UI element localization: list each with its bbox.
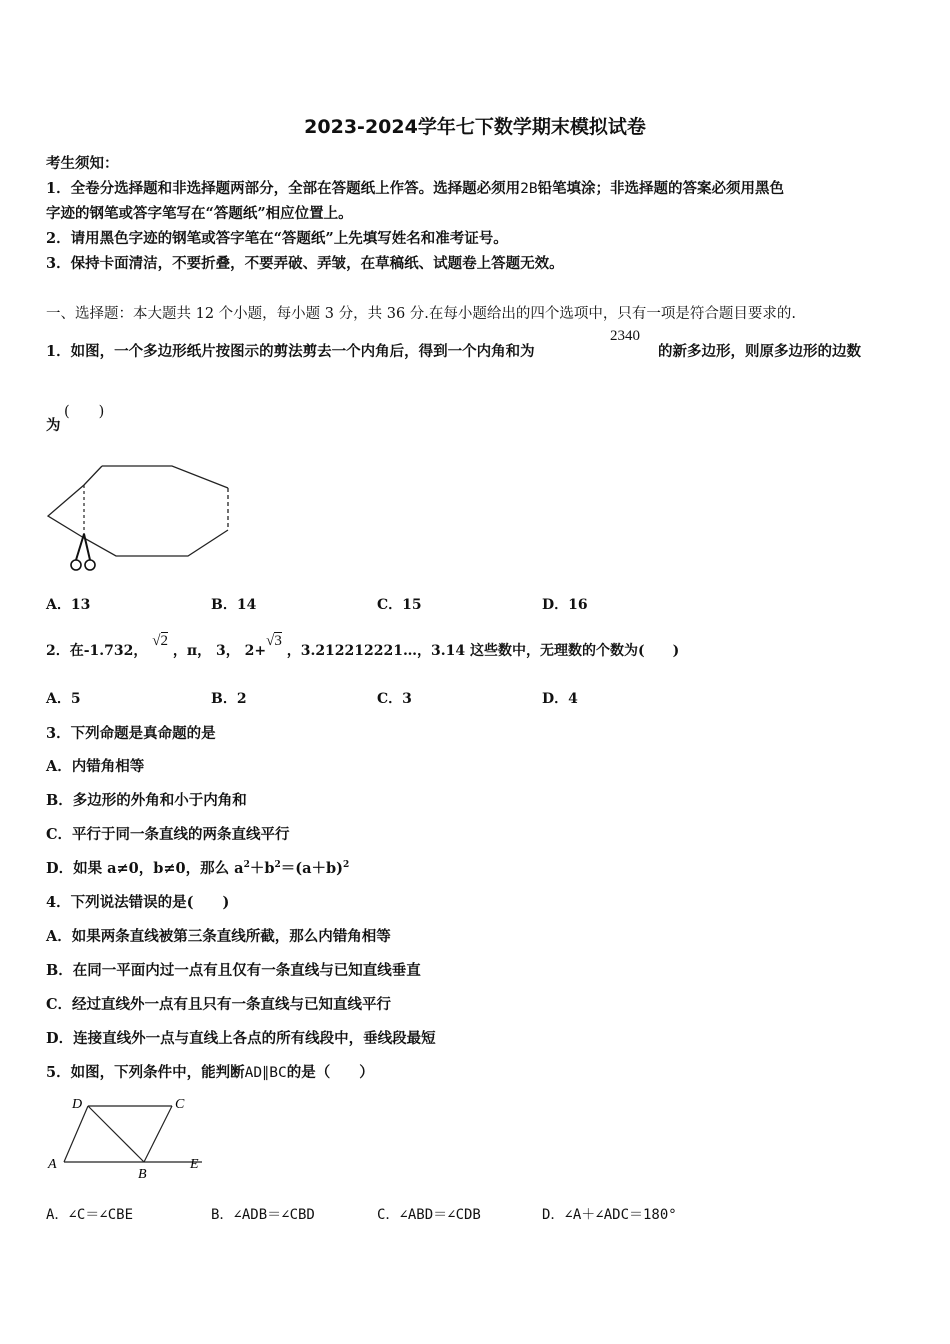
q1-option-c: C．15	[377, 597, 422, 613]
q5-figure	[44, 1092, 214, 1182]
polygon-top-edge	[102, 466, 228, 488]
section-heading: 一、选择题：本大题共 12 个小题，每小题 3 分，共 36 分.在每小题给出的四个选项中，只有一项是符合题目要求的.	[46, 306, 796, 322]
q5-stem-a: 5．如图，下列条件中，能判断	[46, 1064, 245, 1081]
q4-stem: 4．下列说法错误的是( )	[46, 894, 230, 911]
notice-heading: 考生须知：	[46, 155, 119, 172]
q2-text-a: 2．在-1.732，	[46, 643, 148, 659]
q1-option-b: B．14	[211, 597, 257, 613]
q5-option-d: D．∠A＋∠ADC＝180°	[542, 1207, 677, 1223]
q2-option-c: C．3	[377, 691, 412, 707]
q2-option-d: D．4	[542, 691, 578, 707]
q4-option-a: A．如果两条直线被第三条直线所截，那么内错角相等	[46, 928, 391, 945]
q5-stem-b: AD∥BC	[244, 1065, 287, 1081]
q3-exp-3: 2	[343, 860, 350, 871]
line-DB	[88, 1106, 144, 1162]
q1-figure	[40, 458, 240, 578]
q5-option-a: A．∠C＝∠CBE	[46, 1207, 134, 1223]
q5-option-c: C．∠ABD＝∠CDB	[377, 1207, 481, 1223]
q3-exp-2: 2	[274, 860, 281, 871]
q2-option-b: B．2	[211, 691, 247, 707]
label-E: E	[190, 1157, 199, 1172]
line-AD	[64, 1106, 88, 1162]
label-A: A	[48, 1157, 57, 1172]
q1-value: 2340	[610, 328, 640, 344]
notice-line-2: 2．请用黑色字迹的钢笔或答字笔在“答题纸”上先填写姓名和准考证号。	[46, 230, 508, 247]
q3-option-a: A．内错角相等	[46, 758, 145, 775]
q5-stem-c: 的是（ ）	[286, 1064, 374, 1081]
q3-exp-1: 2	[243, 860, 250, 871]
label-B: B	[138, 1167, 147, 1182]
q2-sqrt3-value: 3	[274, 633, 282, 649]
q1-paren: ( )	[64, 404, 105, 420]
q3-optD-c: ＝(a＋b)	[280, 860, 344, 877]
q2-text-b: ，3.212212221…，3.14 这些数中，无理数的个数为( )	[286, 643, 680, 659]
q2-option-a: A．5	[46, 691, 81, 707]
notice-line-1a: 1．全卷分选择题和非选择题两部分，全部在答题纸上作答。选择题必须用	[46, 180, 521, 197]
q3-optD-a: D．如果 a≠0，b≠0，那么 a	[46, 860, 244, 877]
q3-stem: 3．下列命题是真命题的是	[46, 725, 216, 742]
q1-option-d: D．16	[542, 597, 588, 613]
q3-optD-b: ＋b	[249, 860, 275, 877]
q4-option-d: D．连接直线外一点与直线上各点的所有线段中，垂线段最短	[46, 1030, 436, 1047]
q2-sqrt2-value: 2	[160, 633, 168, 649]
q1-text-a: 1．如图，一个多边形纸片按图示的剪法剪去一个内角后，得到一个内角和为	[46, 343, 535, 360]
q1-text-c: 为	[46, 417, 61, 434]
polygon-edges	[48, 466, 228, 556]
q2-sep1: ，π， 3， 2+	[172, 643, 267, 659]
q3-option-c: C．平行于同一条直线的两条直线平行	[46, 826, 290, 843]
q5-stem	[46, 1061, 374, 1082]
notice-line-1	[46, 177, 784, 198]
q4-option-c: C．经过直线外一点有且只有一条直线与已知直线平行	[46, 996, 392, 1013]
q3-option-b: B．多边形的外角和小于内角和	[46, 792, 247, 809]
q1-text-b: 的新多边形，则原多边形的边数	[658, 343, 861, 360]
q1-option-a: A．13	[46, 597, 91, 613]
q5-option-b: B．∠ADB＝∠CBD	[211, 1207, 315, 1223]
q2-sqrt2: √2	[152, 633, 168, 649]
page-title: 2023-2024学年七下数学期末模拟试卷	[304, 116, 646, 138]
label-D: D	[72, 1097, 83, 1112]
scissors-icon	[71, 534, 95, 570]
line-CB	[144, 1106, 172, 1162]
q3-option-d	[46, 857, 349, 878]
q2-line	[46, 633, 680, 660]
notice-line-3: 3．保持卡面清洁，不要折叠，不要弄破、弄皱，在草稿纸、试题卷上答题无效。	[46, 255, 564, 272]
notice-line-1c: 铅笔填涂；非选择题的答案必须用黑色	[537, 180, 785, 197]
notice-line-1d: 字迹的钢笔或答字笔写在“答题纸”相应位置上。	[46, 205, 353, 222]
q2-sqrt3: √3	[266, 633, 282, 649]
q4-option-b: B．在同一平面内过一点有且仅有一条直线与已知直线垂直	[46, 962, 421, 979]
notice-line-1b: 2B	[520, 181, 538, 197]
label-C: C	[175, 1097, 185, 1112]
